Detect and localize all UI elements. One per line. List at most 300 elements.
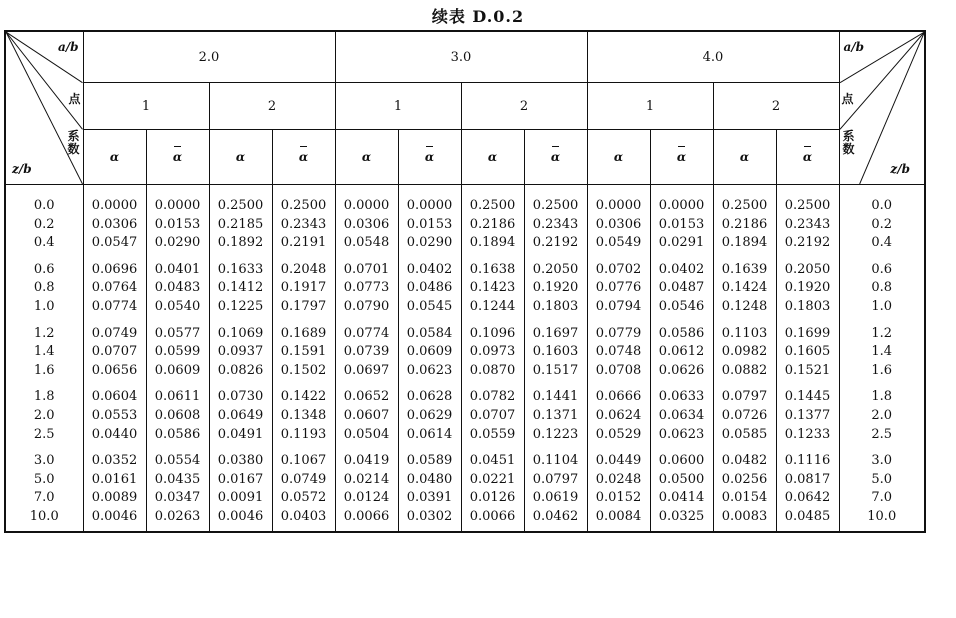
ab-value-header: 3.0	[335, 31, 587, 83]
coefficient-cell	[524, 185, 587, 257]
coefficient-value: 0.2191	[280, 235, 327, 251]
coefficient-value: 0.0649	[217, 407, 264, 423]
coefficient-cell	[776, 257, 839, 321]
coefficient-value: 0.0748	[595, 344, 642, 360]
z-value: 2.0	[871, 407, 893, 423]
zb-label-right: z/b	[890, 162, 910, 176]
coefficient-value: 0.0708	[595, 362, 642, 378]
z-value: 1.8	[871, 389, 893, 405]
coefficient-value: 0.1104	[532, 453, 579, 469]
coefficient-value: 0.0167	[217, 471, 264, 487]
coefficient-cell	[209, 448, 272, 531]
coefficient-value: 0.0451	[469, 453, 516, 469]
z-value: 7.0	[33, 490, 55, 506]
alpha-bar-symbol: α	[550, 149, 561, 164]
coefficient-value: 0.0248	[595, 471, 642, 487]
coefficient-cell	[335, 257, 398, 321]
coefficient-value: 0.0553	[91, 407, 138, 423]
coefficient-value: 0.0611	[154, 389, 201, 405]
coefficient-value: 0.0604	[91, 389, 138, 405]
z-value: 0.0	[33, 198, 55, 213]
z-value: 1.0	[33, 298, 55, 314]
coefficient-value: 0.1689	[280, 325, 327, 341]
coefficient-value: 0.2500	[784, 198, 831, 213]
zb-label: z/b	[12, 162, 32, 176]
table-body	[5, 185, 925, 532]
coefficient-value: 0.1797	[280, 298, 327, 314]
coefficient-value: 0.0726	[721, 407, 768, 423]
coefficient-cell	[650, 321, 713, 385]
coefficient-value: 0.0046	[217, 508, 264, 524]
alpha-symbol: α	[109, 149, 120, 164]
coefficient-cell	[83, 321, 146, 385]
coefficient-value: 0.0214	[343, 471, 390, 487]
coefficient-value: 0.0306	[91, 216, 138, 232]
coefficient-value: 0.0414	[658, 490, 705, 506]
coefficient-value: 0.0091	[217, 490, 264, 506]
coefficient-value: 0.0124	[343, 490, 390, 506]
coefficient-cell	[461, 257, 524, 321]
coefficient-value: 0.0161	[91, 471, 138, 487]
coefficient-value: 0.0083	[721, 508, 768, 524]
coefficient-value: 0.0435	[154, 471, 201, 487]
coefficient-value: 0.0290	[406, 235, 453, 251]
coefficient-cell	[461, 384, 524, 448]
coefficient-cell	[272, 185, 335, 257]
z-value: 0.0	[871, 198, 893, 213]
coefficient-value: 0.0547	[91, 235, 138, 251]
z-value: 1.4	[871, 344, 893, 360]
coefficient-value: 0.0154	[721, 490, 768, 506]
coefficient-value: 0.0480	[406, 471, 453, 487]
point-label: 点	[68, 92, 81, 106]
coefficient-cell	[524, 448, 587, 531]
coefficient-value: 0.0046	[91, 508, 138, 524]
coefficient-cell	[209, 384, 272, 448]
alpha-header	[713, 130, 776, 185]
z-value-cell	[5, 185, 83, 257]
coefficient-value: 0.0419	[343, 453, 390, 469]
table-row-group	[5, 185, 925, 257]
coefficient-value: 0.0609	[406, 344, 453, 360]
coefficient-value: 0.0302	[406, 508, 453, 524]
coefficient-label-right: 系数	[842, 129, 855, 156]
coefficient-cell	[83, 185, 146, 257]
coefficient-value: 0.0504	[343, 426, 390, 442]
coefficient-value: 0.2192	[784, 235, 831, 251]
coefficient-cell	[272, 384, 335, 448]
z-value: 5.0	[33, 471, 55, 487]
coefficient-value: 0.0352	[91, 453, 138, 469]
z-value: 10.0	[867, 508, 897, 524]
alpha-bar-symbol: α	[676, 149, 687, 164]
coefficient-value: 0.0256	[721, 471, 768, 487]
coefficient-cell	[83, 257, 146, 321]
coefficient-value: 0.2186	[469, 216, 516, 232]
z-value: 2.5	[33, 426, 55, 442]
z-value-cell-right	[839, 257, 925, 321]
alpha-bar-header	[146, 130, 209, 185]
coefficient-value: 0.1069	[217, 325, 264, 341]
coefficient-value: 0.1521	[784, 362, 831, 378]
z-value-cell-right	[839, 321, 925, 385]
coefficient-value: 0.0707	[469, 407, 516, 423]
coefficient-value: 0.0624	[595, 407, 642, 423]
coefficient-value: 0.0153	[406, 216, 453, 232]
coefficient-value: 0.1233	[784, 426, 831, 442]
coefficient-value: 0.1638	[469, 261, 516, 277]
coefficient-value: 0.2192	[532, 235, 579, 251]
coefficient-value: 0.0221	[469, 471, 516, 487]
alpha-bar-symbol: α	[802, 149, 813, 164]
table-title: 续表 D.0.2	[431, 7, 525, 26]
coefficient-value: 0.0586	[658, 325, 705, 341]
z-value: 1.4	[33, 344, 55, 360]
coefficient-value: 0.0325	[658, 508, 705, 524]
coefficient-value: 0.0347	[154, 490, 201, 506]
coefficient-value: 0.0652	[343, 389, 390, 405]
coefficient-value: 0.0779	[595, 325, 642, 341]
coefficient-cell	[713, 185, 776, 257]
z-value: 2.0	[33, 407, 55, 423]
coefficient-value: 0.1103	[721, 325, 768, 341]
coefficient-value: 0.0797	[721, 389, 768, 405]
coefficient-value: 0.0462	[532, 508, 579, 524]
coefficient-value: 0.1917	[280, 280, 327, 296]
z-value-cell-right	[839, 384, 925, 448]
z-value: 0.6	[33, 261, 55, 277]
alpha-bar-symbol: α	[298, 149, 309, 164]
coefficient-cell	[398, 448, 461, 531]
coefficient-value: 0.0870	[469, 362, 516, 378]
alpha-symbol: α	[487, 149, 498, 164]
z-value: 0.8	[33, 280, 55, 296]
coefficient-value: 0.0440	[91, 426, 138, 442]
ab-label: a/b	[57, 40, 79, 54]
z-value: 5.0	[871, 471, 893, 487]
coefficient-cell	[524, 321, 587, 385]
coefficient-value: 0.1603	[532, 344, 579, 360]
point-header: 2	[461, 83, 587, 130]
alpha-bar-header	[524, 130, 587, 185]
coefficient-value: 0.0000	[91, 198, 138, 213]
coefficient-value: 0.1371	[532, 407, 579, 423]
coefficient-value: 0.0487	[658, 280, 705, 296]
coefficient-value: 0.0546	[658, 298, 705, 314]
coefficient-value: 0.0482	[721, 453, 768, 469]
coefficient-value: 0.1633	[217, 261, 264, 277]
z-value: 3.0	[871, 453, 893, 469]
coefficient-cell	[713, 448, 776, 531]
ab-label-right: a/b	[843, 40, 865, 54]
coefficient-cell	[272, 257, 335, 321]
coefficient-table	[4, 30, 926, 533]
coefficient-cell	[146, 257, 209, 321]
z-value: 1.2	[33, 325, 55, 341]
coefficient-value: 0.0152	[595, 490, 642, 506]
coefficient-value: 0.2186	[721, 216, 768, 232]
coefficient-cell	[335, 384, 398, 448]
z-value: 1.2	[871, 325, 893, 341]
coefficient-cell	[776, 321, 839, 385]
coefficient-value: 0.0153	[154, 216, 201, 232]
point-header: 1	[587, 83, 713, 130]
coefficient-cell	[587, 384, 650, 448]
z-value: 10.0	[29, 508, 59, 524]
alpha-bar-symbol: α	[424, 149, 435, 164]
coefficient-value: 0.0600	[658, 453, 705, 469]
coefficient-value: 0.0629	[406, 407, 453, 423]
z-value-cell	[5, 384, 83, 448]
right-diagonal-lines	[840, 32, 925, 184]
z-value: 1.8	[33, 389, 55, 405]
coefficient-cell	[83, 384, 146, 448]
alpha-header	[461, 130, 524, 185]
coefficient-value: 0.0739	[343, 344, 390, 360]
coefficient-label: 系数	[67, 129, 80, 156]
coefficient-cell	[461, 448, 524, 531]
coefficient-value: 0.0066	[469, 508, 516, 524]
coefficient-value: 0.1699	[784, 325, 831, 341]
coefficient-value: 0.1067	[280, 453, 327, 469]
coefficient-value: 0.0306	[595, 216, 642, 232]
coefficient-value: 0.1424	[721, 280, 768, 296]
coefficient-value: 0.1423	[469, 280, 516, 296]
coefficient-value: 0.0486	[406, 280, 453, 296]
coefficient-value: 0.0290	[154, 235, 201, 251]
coefficient-value: 0.1225	[217, 298, 264, 314]
coefficient-cell	[146, 321, 209, 385]
coefficient-value: 0.0540	[154, 298, 201, 314]
coefficient-value: 0.1803	[784, 298, 831, 314]
alpha-bar-header	[272, 130, 335, 185]
coefficient-cell	[713, 384, 776, 448]
coefficient-value: 0.0559	[469, 426, 516, 442]
alpha-bar-symbol: α	[172, 149, 183, 164]
coefficient-value: 0.0000	[658, 198, 705, 213]
coefficient-value: 0.1697	[532, 325, 579, 341]
coefficient-cell	[461, 185, 524, 257]
coefficient-value: 0.0126	[469, 490, 516, 506]
coefficient-value: 0.0153	[658, 216, 705, 232]
coefficient-cell	[461, 321, 524, 385]
coefficient-value: 0.0402	[658, 261, 705, 277]
coefficient-value: 0.0702	[595, 261, 642, 277]
coefficient-value: 0.1920	[784, 280, 831, 296]
coefficient-value: 0.0584	[406, 325, 453, 341]
coefficient-value: 0.0483	[154, 280, 201, 296]
coefficient-value: 0.2500	[532, 198, 579, 213]
z-value: 0.8	[871, 280, 893, 296]
coefficient-value: 0.0306	[343, 216, 390, 232]
alpha-header	[83, 130, 146, 185]
z-value-cell-right	[839, 185, 925, 257]
coefficient-cell	[776, 185, 839, 257]
table-row-group	[5, 448, 925, 531]
coefficient-cell	[146, 384, 209, 448]
coefficient-value: 0.0589	[406, 453, 453, 469]
point-header: 2	[209, 83, 335, 130]
coefficient-value: 0.1422	[280, 389, 327, 405]
coefficient-cell	[587, 448, 650, 531]
coefficient-value: 0.0623	[658, 426, 705, 442]
coefficient-cell	[587, 321, 650, 385]
coefficient-cell	[398, 185, 461, 257]
coefficient-value: 0.2048	[280, 261, 327, 277]
coefficient-cell	[713, 321, 776, 385]
coefficient-value: 0.0701	[343, 261, 390, 277]
coefficient-value: 0.0000	[343, 198, 390, 213]
coefficient-value: 0.0642	[784, 490, 831, 506]
coefficient-value: 0.1096	[469, 325, 516, 341]
coefficient-value: 0.0730	[217, 389, 264, 405]
coefficient-value: 0.2500	[217, 198, 264, 213]
coefficient-value: 0.0826	[217, 362, 264, 378]
coefficient-value: 0.0623	[406, 362, 453, 378]
z-value: 3.0	[33, 453, 55, 469]
coefficient-value: 0.2050	[784, 261, 831, 277]
coefficient-value: 0.0403	[280, 508, 327, 524]
coefficient-value: 0.1803	[532, 298, 579, 314]
table-row-group	[5, 257, 925, 321]
coefficient-value: 0.2343	[280, 216, 327, 232]
z-value: 0.2	[33, 216, 55, 232]
coefficient-value: 0.1116	[784, 453, 831, 469]
coefficient-cell	[650, 384, 713, 448]
coefficient-value: 0.1193	[280, 426, 327, 442]
coefficient-value: 0.0000	[154, 198, 201, 213]
coefficient-value: 0.0608	[154, 407, 201, 423]
z-value: 1.6	[33, 362, 55, 378]
coefficient-cell	[146, 448, 209, 531]
coefficient-value: 0.0626	[658, 362, 705, 378]
coefficient-cell	[650, 448, 713, 531]
coefficient-value: 0.0263	[154, 508, 201, 524]
alpha-bar-header	[776, 130, 839, 185]
coefficient-value: 0.0774	[91, 298, 138, 314]
z-value: 0.2	[871, 216, 893, 232]
coefficient-value: 0.0882	[721, 362, 768, 378]
coefficient-value: 0.1892	[217, 235, 264, 251]
coefficient-value: 0.0790	[343, 298, 390, 314]
coefficient-cell	[776, 384, 839, 448]
point-header: 2	[713, 83, 839, 130]
coefficient-value: 0.0572	[280, 490, 327, 506]
alpha-header	[587, 130, 650, 185]
z-value: 0.4	[871, 235, 893, 251]
coefficient-value: 0.0380	[217, 453, 264, 469]
z-value-cell-right	[839, 448, 925, 531]
coefficient-value: 0.0548	[343, 235, 390, 251]
z-value: 1.0	[871, 298, 893, 314]
alpha-bar-header	[398, 130, 461, 185]
left-corner-header	[5, 31, 83, 185]
coefficient-value: 0.0084	[595, 508, 642, 524]
coefficient-value: 0.0774	[343, 325, 390, 341]
coefficient-value: 0.0707	[91, 344, 138, 360]
coefficient-value: 0.0794	[595, 298, 642, 314]
coefficient-value: 0.0776	[595, 280, 642, 296]
coefficient-cell	[398, 257, 461, 321]
coefficient-value: 0.1412	[217, 280, 264, 296]
coefficient-value: 0.0797	[532, 471, 579, 487]
alpha-symbol: α	[613, 149, 624, 164]
coefficient-value: 0.0749	[91, 325, 138, 341]
coefficient-cell	[335, 321, 398, 385]
coefficient-cell	[587, 185, 650, 257]
coefficient-value: 0.1244	[469, 298, 516, 314]
alpha-symbol: α	[739, 149, 750, 164]
alpha-bar-header	[650, 130, 713, 185]
alpha-header	[209, 130, 272, 185]
coefficient-cell	[524, 257, 587, 321]
coefficient-value: 0.0764	[91, 280, 138, 296]
point-label-right: 点	[841, 92, 854, 106]
z-value-cell	[5, 448, 83, 531]
coefficient-value: 0.1894	[469, 235, 516, 251]
coefficient-value: 0.1894	[721, 235, 768, 251]
coefficient-cell	[776, 448, 839, 531]
coefficient-cell	[83, 448, 146, 531]
coefficient-value: 0.0554	[154, 453, 201, 469]
coefficient-value: 0.0973	[469, 344, 516, 360]
coefficient-cell	[524, 384, 587, 448]
coefficient-value: 0.1377	[784, 407, 831, 423]
coefficient-value: 0.1348	[280, 407, 327, 423]
coefficient-value: 0.1517	[532, 362, 579, 378]
coefficient-value: 0.1639	[721, 261, 768, 277]
coefficient-value: 0.0485	[784, 508, 831, 524]
coefficient-value: 0.0697	[343, 362, 390, 378]
coefficient-value: 0.0491	[217, 426, 264, 442]
coefficient-value: 0.0817	[784, 471, 831, 487]
coefficient-cell	[398, 321, 461, 385]
coefficient-value: 0.1223	[532, 426, 579, 442]
point-header: 1	[83, 83, 209, 130]
coefficient-cell	[713, 257, 776, 321]
coefficient-value: 0.0782	[469, 389, 516, 405]
coefficient-value: 0.1248	[721, 298, 768, 314]
coefficient-value: 0.1441	[532, 389, 579, 405]
coefficient-cell	[209, 185, 272, 257]
coefficient-value: 0.0000	[406, 198, 453, 213]
coefficient-value: 0.0402	[406, 261, 453, 277]
coefficient-value: 0.0614	[406, 426, 453, 442]
table-row-group	[5, 384, 925, 448]
coefficient-value: 0.0586	[154, 426, 201, 442]
coefficient-cell	[209, 321, 272, 385]
coefficient-value: 0.2343	[532, 216, 579, 232]
ab-value-header: 4.0	[587, 31, 839, 83]
ab-value-header: 2.0	[83, 31, 335, 83]
point-header: 1	[335, 83, 461, 130]
coefficient-value: 0.0773	[343, 280, 390, 296]
table-row-group	[5, 321, 925, 385]
coefficient-value: 0.1502	[280, 362, 327, 378]
coefficient-value: 0.2500	[469, 198, 516, 213]
coefficient-value: 0.1605	[784, 344, 831, 360]
alpha-symbol: α	[361, 149, 372, 164]
coefficient-value: 0.2050	[532, 261, 579, 277]
coefficient-value: 0.0937	[217, 344, 264, 360]
alpha-header	[335, 130, 398, 185]
coefficient-value: 0.2500	[280, 198, 327, 213]
z-value-cell	[5, 257, 83, 321]
coefficient-cell	[272, 448, 335, 531]
right-corner-header	[839, 31, 925, 185]
coefficient-cell	[398, 384, 461, 448]
coefficient-cell	[335, 448, 398, 531]
